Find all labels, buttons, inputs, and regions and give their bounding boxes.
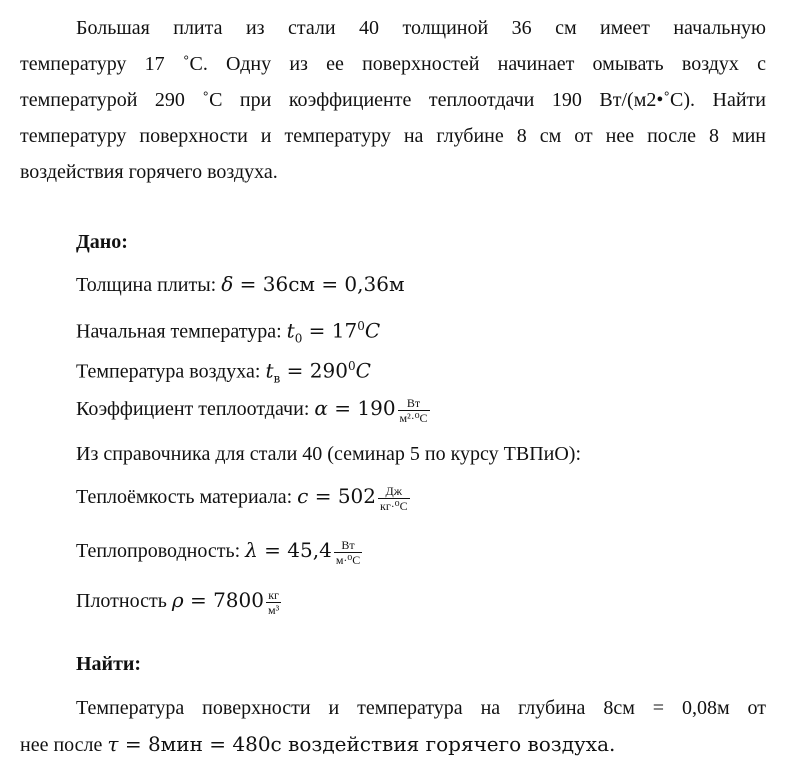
- given-heading: Дано:: [76, 231, 128, 253]
- lambda-value: = 45,4: [257, 538, 332, 562]
- find-line-1: Температура поверхности и температура на глубина 8см = 0,08м от: [76, 697, 766, 719]
- problem-line-5: воздействия горячего воздуха.: [20, 161, 278, 183]
- find-line-2b: = 8мин = 480с воздействия горячего воздуха.: [118, 732, 616, 756]
- rho-label: Плотность: [76, 590, 172, 612]
- rho-unit-den: м³: [267, 602, 280, 617]
- tv-unit: C: [355, 358, 371, 383]
- lambda-unit-num: Вт: [334, 538, 362, 553]
- alpha-unit-den: м²·⁰C: [399, 410, 428, 425]
- find-line-2: [20, 726, 766, 763]
- thickness-symbol: δ: [221, 272, 234, 296]
- alpha-value: = 190: [327, 396, 396, 420]
- problem-line-1: Большая плита из стали 40 толщиной 36 см имеет начальную: [76, 17, 766, 39]
- given-thermal-conductivity: [76, 536, 362, 567]
- c-symbol: c: [297, 484, 309, 508]
- c-unit-fraction: [378, 484, 410, 513]
- problem-line-4: температуру поверхности и температуру на глубине 8 см от нее после 8 мин: [20, 125, 766, 147]
- problem-statement: [20, 10, 766, 190]
- rho-unit-fraction: [266, 588, 281, 617]
- t0-sup: 0: [357, 319, 365, 333]
- alpha-symbol: α: [314, 396, 328, 420]
- alpha-unit-num: Вт: [398, 396, 430, 411]
- tv-symbol: t: [265, 358, 274, 383]
- tv-label: Температура воздуха:: [76, 360, 266, 383]
- c-unit-num: Дж: [378, 484, 410, 499]
- t0-unit: C: [364, 318, 381, 343]
- lambda-label: Теплопроводность:: [76, 540, 246, 562]
- rho-unit-num: кг: [266, 588, 281, 603]
- reference-note: Из справочника для стали 40 (семинар 5 по курсу ТВПиО):: [76, 443, 582, 465]
- lambda-unit-den: м·⁰C: [335, 552, 361, 567]
- thickness-value: = 36см = 0,36м: [233, 272, 405, 296]
- rho-symbol: ρ: [171, 588, 184, 612]
- alpha-unit-fraction: [398, 396, 430, 425]
- find-heading: Найти:: [76, 653, 142, 675]
- tv-sup: 0: [347, 359, 356, 373]
- thickness-label: Толщина плиты:: [76, 274, 222, 296]
- problem-line-3: температурой 290 ˚С при коэффициенте теплоотдачи 190 Вт/(м2•˚С). Найти: [20, 89, 766, 111]
- given-heat-capacity: [76, 482, 410, 513]
- lambda-symbol: λ: [245, 538, 258, 562]
- c-label: Теплоёмкость материала:: [76, 486, 298, 508]
- problem-line-2: температуру 17 ˚С. Одну из ее поверхностей начинает омывать воздух с: [20, 53, 766, 75]
- tv-sub: в: [273, 371, 281, 386]
- given-initial-temperature: [76, 312, 380, 353]
- find-line-2a: нее после: [20, 734, 108, 756]
- tv-value: = 290: [280, 358, 348, 383]
- t0-symbol: t: [286, 318, 295, 343]
- given-density: [76, 586, 281, 617]
- given-heat-transfer-coefficient: [76, 394, 430, 425]
- t0-sub: 0: [294, 331, 303, 346]
- given-air-temperature: [76, 352, 371, 393]
- lambda-unit-fraction: [334, 538, 362, 567]
- find-statement: [20, 690, 766, 763]
- rho-value: = 7800: [183, 588, 264, 612]
- given-thickness: [76, 270, 405, 299]
- c-value: = 502: [308, 484, 377, 508]
- c-unit-den: кг·⁰C: [380, 498, 408, 513]
- t0-label: Начальная температура:: [76, 320, 287, 343]
- alpha-label: Коэффициент теплоотдачи:: [76, 398, 315, 420]
- t0-value: = 17: [302, 318, 358, 343]
- tau-symbol: τ: [107, 732, 119, 756]
